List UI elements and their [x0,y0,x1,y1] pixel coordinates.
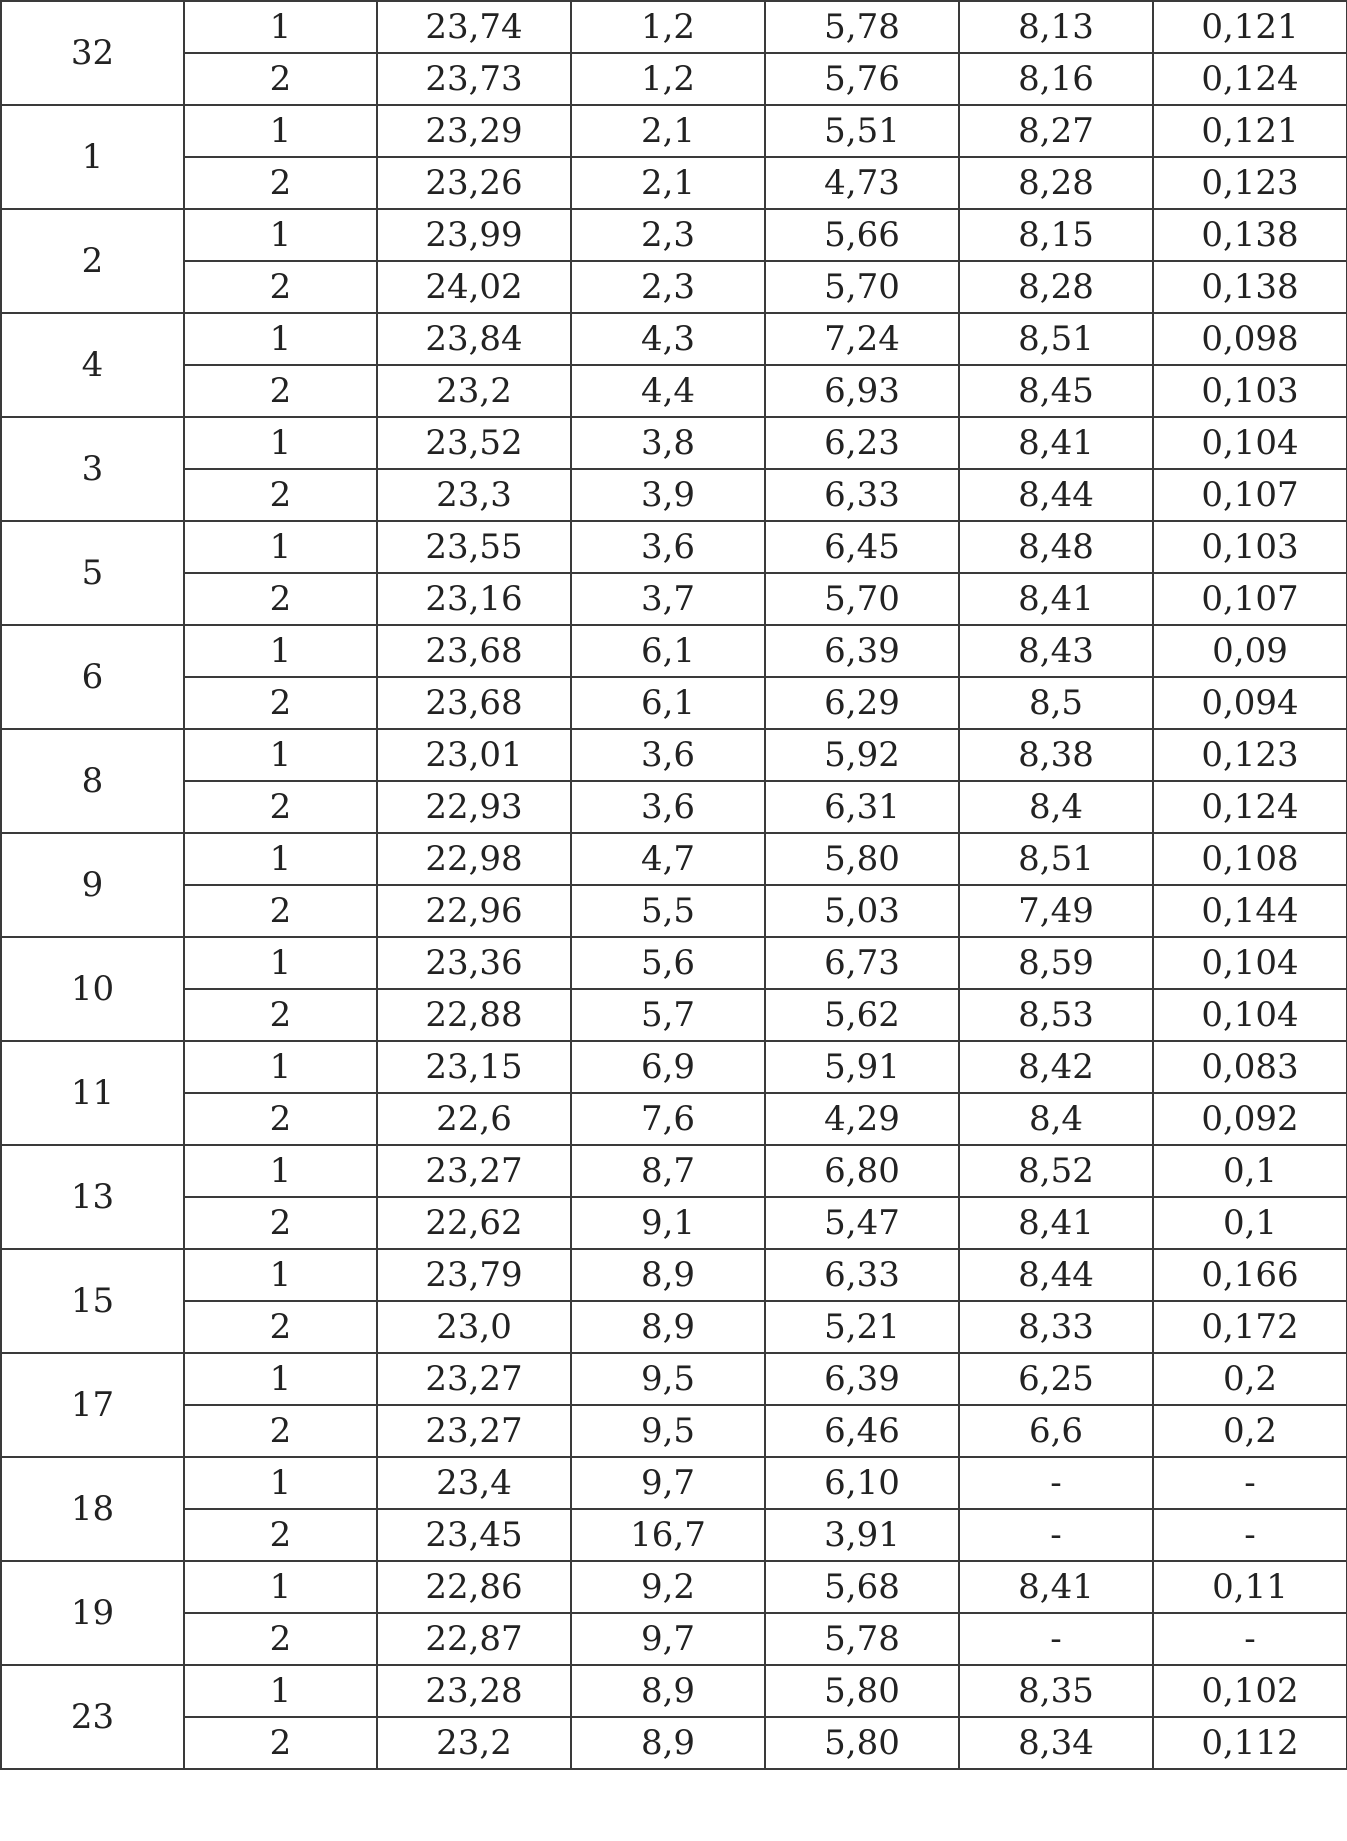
value-cell-c: 6,31 [765,781,959,833]
sub-number-cell: 2 [184,885,377,937]
value-cell-d: 8,28 [959,261,1153,313]
sub-number-cell: 1 [184,313,377,365]
value-cell-c: 5,92 [765,729,959,781]
value-cell-b: 9,7 [571,1457,765,1509]
value-cell-b: 16,7 [571,1509,765,1561]
value-cell-a: 23,28 [377,1665,571,1717]
value-cell-b: 9,1 [571,1197,765,1249]
value-cell-e: 0,1 [1153,1197,1347,1249]
value-cell-d: 8,59 [959,937,1153,989]
group-number-cell: 2 [1,209,184,313]
value-cell-b: 7,6 [571,1093,765,1145]
value-cell-a: 22,93 [377,781,571,833]
sub-number-cell: 1 [184,1145,377,1197]
value-cell-b: 4,3 [571,313,765,365]
sub-number-cell: 1 [184,833,377,885]
value-cell-c: 5,80 [765,1665,959,1717]
value-cell-a: 23,45 [377,1509,571,1561]
value-cell-c: 6,39 [765,625,959,677]
value-cell-b: 3,7 [571,573,765,625]
value-cell-e: 0,138 [1153,209,1347,261]
value-cell-d: 8,44 [959,1249,1153,1301]
value-cell-c: 4,73 [765,157,959,209]
value-cell-b: 3,6 [571,781,765,833]
value-cell-b: 3,6 [571,729,765,781]
value-cell-e: 0,092 [1153,1093,1347,1145]
value-cell-e: 0,166 [1153,1249,1347,1301]
value-cell-a: 23,16 [377,573,571,625]
value-cell-a: 23,55 [377,521,571,573]
sub-number-cell: 2 [184,1405,377,1457]
value-cell-e: - [1153,1457,1347,1509]
value-cell-b: 6,9 [571,1041,765,1093]
value-cell-d: 8,41 [959,573,1153,625]
value-cell-e: 0,09 [1153,625,1347,677]
value-cell-b: 2,1 [571,157,765,209]
group-number-cell: 9 [1,833,184,937]
value-cell-c: 3,91 [765,1509,959,1561]
table-row [1,1613,1347,1665]
value-cell-c: 5,47 [765,1197,959,1249]
value-cell-d: 6,6 [959,1405,1153,1457]
sub-number-cell: 2 [184,261,377,313]
value-cell-b: 4,7 [571,833,765,885]
sub-number-cell: 2 [184,1717,377,1769]
value-cell-b: 5,6 [571,937,765,989]
value-cell-e: 0,138 [1153,261,1347,313]
table-row [1,1561,1347,1613]
group-number-cell: 13 [1,1145,184,1249]
group-number-cell: 10 [1,937,184,1041]
value-cell-e: 0,121 [1153,105,1347,157]
value-cell-e: - [1153,1509,1347,1561]
sub-number-cell: 1 [184,937,377,989]
table-row [1,677,1347,729]
value-cell-e: 0,107 [1153,573,1347,625]
value-cell-d: 8,15 [959,209,1153,261]
value-cell-d: 7,49 [959,885,1153,937]
value-cell-b: 5,7 [571,989,765,1041]
value-cell-b: 9,7 [571,1613,765,1665]
group-number-cell: 32 [1,1,184,105]
value-cell-d: - [959,1457,1153,1509]
value-cell-b: 9,5 [571,1405,765,1457]
table-row [1,625,1347,677]
value-cell-c: 7,24 [765,313,959,365]
value-cell-b: 3,9 [571,469,765,521]
value-cell-b: 9,2 [571,1561,765,1613]
value-cell-b: 8,9 [571,1665,765,1717]
value-cell-a: 23,01 [377,729,571,781]
value-cell-d: 8,41 [959,1197,1153,1249]
value-cell-c: 6,39 [765,1353,959,1405]
value-cell-e: 0,104 [1153,417,1347,469]
value-cell-e: 0,103 [1153,365,1347,417]
table-row [1,781,1347,833]
value-cell-b: 1,2 [571,53,765,105]
value-cell-a: 22,6 [377,1093,571,1145]
sub-number-cell: 1 [184,1249,377,1301]
value-cell-e: 0,121 [1153,1,1347,53]
value-cell-d: 8,42 [959,1041,1153,1093]
table-row [1,365,1347,417]
value-cell-a: 23,52 [377,417,571,469]
value-cell-a: 22,98 [377,833,571,885]
table-row [1,937,1347,989]
table-row [1,261,1347,313]
sub-number-cell: 1 [184,417,377,469]
value-cell-e: 0,102 [1153,1665,1347,1717]
sub-number-cell: 2 [184,1509,377,1561]
value-cell-a: 24,02 [377,261,571,313]
value-cell-c: 5,68 [765,1561,959,1613]
group-number-cell: 23 [1,1665,184,1769]
value-cell-e: 0,2 [1153,1353,1347,1405]
value-cell-a: 23,74 [377,1,571,53]
value-cell-c: 6,80 [765,1145,959,1197]
table-row [1,1509,1347,1561]
group-number-cell: 4 [1,313,184,417]
sub-number-cell: 1 [184,1353,377,1405]
value-cell-e: 0,094 [1153,677,1347,729]
value-cell-a: 23,84 [377,313,571,365]
table-row [1,209,1347,261]
value-cell-e: 0,1 [1153,1145,1347,1197]
sub-number-cell: 2 [184,1093,377,1145]
table-row [1,313,1347,365]
value-cell-b: 3,8 [571,417,765,469]
value-cell-a: 23,73 [377,53,571,105]
table-row [1,1145,1347,1197]
value-cell-e: 0,2 [1153,1405,1347,1457]
value-cell-a: 23,3 [377,469,571,521]
value-cell-d: 8,52 [959,1145,1153,1197]
value-cell-b: 8,9 [571,1249,765,1301]
value-cell-a: 23,15 [377,1041,571,1093]
value-cell-b: 8,9 [571,1301,765,1353]
table-row [1,1405,1347,1457]
value-cell-b: 6,1 [571,677,765,729]
value-cell-c: 6,73 [765,937,959,989]
sub-number-cell: 2 [184,1613,377,1665]
value-cell-e: 0,107 [1153,469,1347,521]
value-cell-c: 5,76 [765,53,959,105]
sub-number-cell: 1 [184,521,377,573]
sub-number-cell: 1 [184,105,377,157]
value-cell-c: 5,80 [765,833,959,885]
value-cell-a: 23,99 [377,209,571,261]
sub-number-cell: 2 [184,989,377,1041]
value-cell-d: 8,27 [959,105,1153,157]
value-cell-a: 23,29 [377,105,571,157]
table-row [1,417,1347,469]
value-cell-e: 0,144 [1153,885,1347,937]
group-number-cell: 17 [1,1353,184,1457]
value-cell-b: 8,7 [571,1145,765,1197]
sub-number-cell: 2 [184,53,377,105]
value-cell-e: 0,124 [1153,53,1347,105]
table-row [1,1353,1347,1405]
table-row [1,469,1347,521]
value-cell-e: 0,104 [1153,989,1347,1041]
value-cell-e: 0,108 [1153,833,1347,885]
table-row [1,157,1347,209]
group-number-cell: 3 [1,417,184,521]
value-cell-e: 0,123 [1153,157,1347,209]
value-cell-d: 8,41 [959,1561,1153,1613]
value-cell-e: 0,124 [1153,781,1347,833]
table-row [1,1457,1347,1509]
value-cell-a: 23,2 [377,1717,571,1769]
value-cell-b: 8,9 [571,1717,765,1769]
value-cell-d: 8,53 [959,989,1153,1041]
value-cell-c: 6,33 [765,469,959,521]
value-cell-d: 8,5 [959,677,1153,729]
value-cell-a: 22,62 [377,1197,571,1249]
value-cell-d: 8,51 [959,833,1153,885]
sub-number-cell: 1 [184,1665,377,1717]
value-cell-c: 5,03 [765,885,959,937]
value-cell-d: 6,25 [959,1353,1153,1405]
table-row [1,1717,1347,1769]
value-cell-d: 8,44 [959,469,1153,521]
value-cell-b: 2,3 [571,209,765,261]
value-cell-d: 8,41 [959,417,1153,469]
table-row [1,53,1347,105]
value-cell-c: 6,93 [765,365,959,417]
group-number-cell: 5 [1,521,184,625]
value-cell-d: 8,13 [959,1,1153,53]
value-cell-d: 8,33 [959,1301,1153,1353]
value-cell-d: 8,28 [959,157,1153,209]
table-row [1,885,1347,937]
table-row [1,1041,1347,1093]
value-cell-b: 2,1 [571,105,765,157]
table-row [1,729,1347,781]
value-cell-c: 6,10 [765,1457,959,1509]
sub-number-cell: 1 [184,1041,377,1093]
value-cell-b: 3,6 [571,521,765,573]
value-cell-a: 23,27 [377,1145,571,1197]
table-body [1,1,1347,1769]
value-cell-c: 6,46 [765,1405,959,1457]
value-cell-e: 0,11 [1153,1561,1347,1613]
value-cell-c: 6,29 [765,677,959,729]
value-cell-e: 0,172 [1153,1301,1347,1353]
value-cell-b: 4,4 [571,365,765,417]
value-cell-a: 23,27 [377,1405,571,1457]
table-row [1,521,1347,573]
group-number-cell: 8 [1,729,184,833]
sub-number-cell: 2 [184,781,377,833]
value-cell-c: 5,70 [765,573,959,625]
value-cell-c: 5,91 [765,1041,959,1093]
value-cell-a: 23,68 [377,625,571,677]
value-cell-c: 5,51 [765,105,959,157]
value-cell-d: 8,51 [959,313,1153,365]
sub-number-cell: 2 [184,1197,377,1249]
value-cell-e: 0,103 [1153,521,1347,573]
value-cell-d: 8,45 [959,365,1153,417]
table-row [1,833,1347,885]
sub-number-cell: 2 [184,157,377,209]
table-row [1,1665,1347,1717]
value-cell-a: 23,68 [377,677,571,729]
value-cell-c: 6,23 [765,417,959,469]
group-number-cell: 11 [1,1041,184,1145]
table-row [1,1301,1347,1353]
value-cell-b: 9,5 [571,1353,765,1405]
value-cell-a: 22,87 [377,1613,571,1665]
sub-number-cell: 2 [184,677,377,729]
value-cell-a: 22,88 [377,989,571,1041]
value-cell-a: 22,96 [377,885,571,937]
table-row [1,573,1347,625]
value-cell-d: 8,38 [959,729,1153,781]
table-row [1,1093,1347,1145]
value-cell-a: 23,26 [377,157,571,209]
value-cell-d: - [959,1613,1153,1665]
value-cell-b: 2,3 [571,261,765,313]
group-number-cell: 15 [1,1249,184,1353]
value-cell-d: - [959,1509,1153,1561]
value-cell-a: 23,36 [377,937,571,989]
value-cell-b: 6,1 [571,625,765,677]
value-cell-d: 8,34 [959,1717,1153,1769]
value-cell-a: 23,79 [377,1249,571,1301]
sub-number-cell: 2 [184,573,377,625]
table-row [1,1249,1347,1301]
value-cell-c: 5,62 [765,989,959,1041]
value-cell-e: 0,104 [1153,937,1347,989]
sub-number-cell: 1 [184,729,377,781]
value-cell-e: 0,112 [1153,1717,1347,1769]
sub-number-cell: 2 [184,1301,377,1353]
value-cell-c: 6,45 [765,521,959,573]
group-number-cell: 19 [1,1561,184,1665]
sub-number-cell: 1 [184,1,377,53]
value-cell-a: 23,0 [377,1301,571,1353]
value-cell-a: 23,2 [377,365,571,417]
table-row [1,989,1347,1041]
sub-number-cell: 2 [184,469,377,521]
sub-number-cell: 1 [184,1457,377,1509]
sub-number-cell: 1 [184,625,377,677]
value-cell-e: 0,123 [1153,729,1347,781]
table-row [1,1197,1347,1249]
value-cell-c: 5,21 [765,1301,959,1353]
value-cell-a: 22,86 [377,1561,571,1613]
value-cell-e: 0,083 [1153,1041,1347,1093]
value-cell-c: 5,70 [765,261,959,313]
value-cell-b: 1,2 [571,1,765,53]
group-number-cell: 6 [1,625,184,729]
sub-number-cell: 2 [184,365,377,417]
value-cell-e: - [1153,1613,1347,1665]
value-cell-a: 23,27 [377,1353,571,1405]
value-cell-d: 8,16 [959,53,1153,105]
value-cell-a: 23,4 [377,1457,571,1509]
value-cell-d: 8,4 [959,1093,1153,1145]
value-cell-b: 5,5 [571,885,765,937]
sub-number-cell: 1 [184,209,377,261]
value-cell-d: 8,4 [959,781,1153,833]
table-row [1,1,1347,53]
value-cell-c: 5,66 [765,209,959,261]
value-cell-c: 5,78 [765,1,959,53]
value-cell-c: 6,33 [765,1249,959,1301]
value-cell-c: 5,78 [765,1613,959,1665]
sub-number-cell: 1 [184,1561,377,1613]
group-number-cell: 1 [1,105,184,209]
group-number-cell: 18 [1,1457,184,1561]
value-cell-e: 0,098 [1153,313,1347,365]
table-row [1,105,1347,157]
value-cell-d: 8,35 [959,1665,1153,1717]
value-cell-c: 4,29 [765,1093,959,1145]
value-cell-c: 5,80 [765,1717,959,1769]
value-cell-d: 8,43 [959,625,1153,677]
value-cell-d: 8,48 [959,521,1153,573]
